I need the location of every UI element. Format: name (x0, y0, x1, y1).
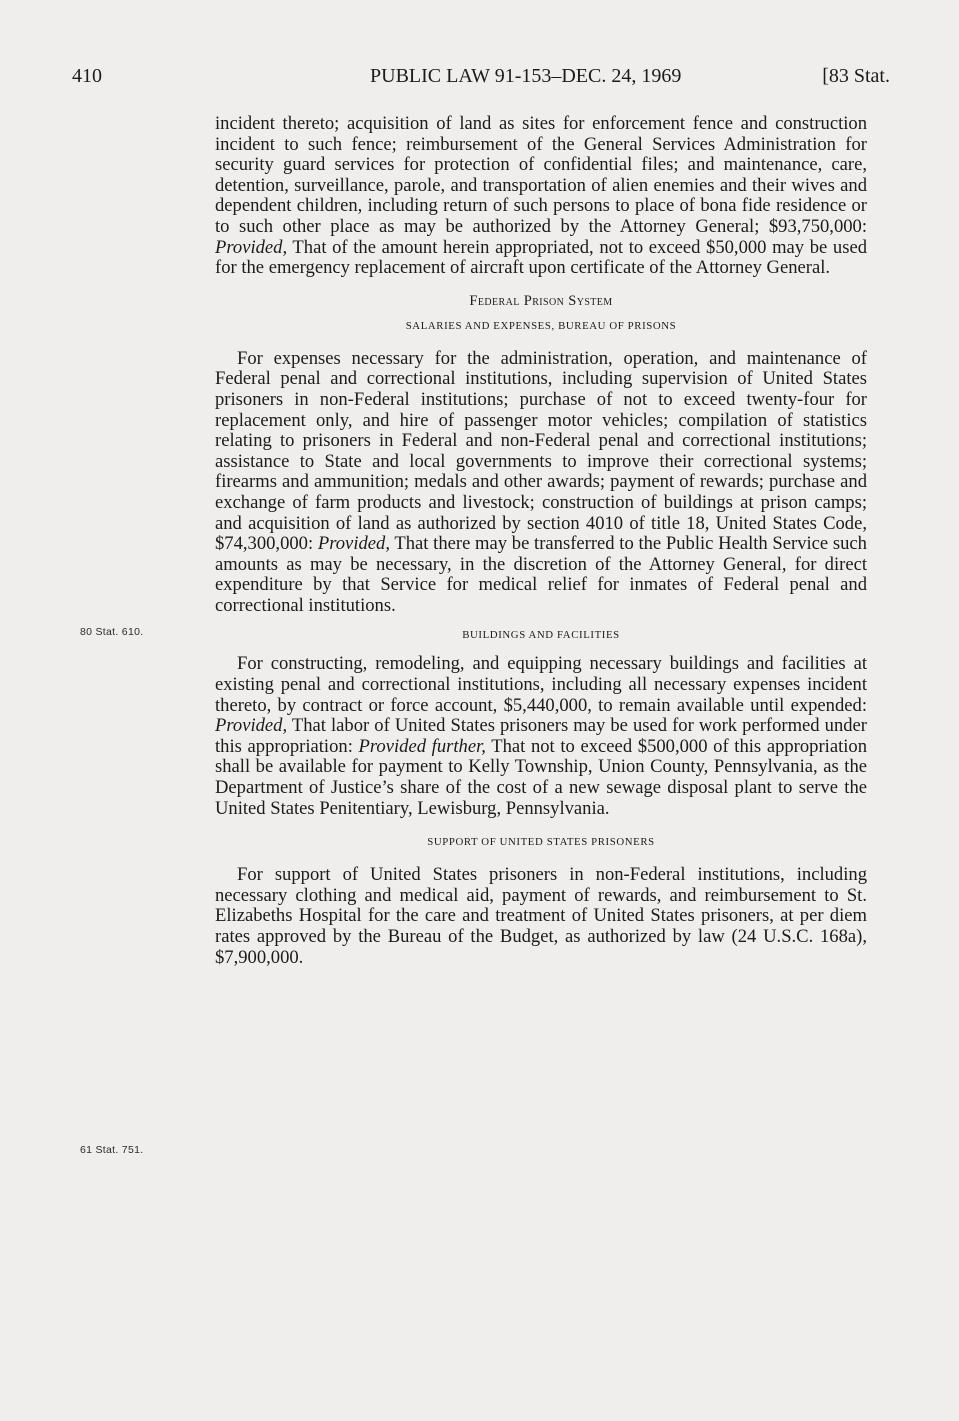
paragraph-1 (215, 114, 867, 279)
paragraph-3-mid: That labor of United States prisoners may be used for work performed under this appropriation: (215, 715, 867, 757)
paragraph-3-tail: That not to exceed $500,000 of this appropriation shall be available for payment to Kelly Township, Union County, Pennsylvania, as the Department of Justice’s share of the cost of a new sewage disposal plant to serve the United States Penitentiary, Lewisburg, Pennsylvania. (215, 735, 867, 819)
paragraph-1-text: incident thereto; acquisition of land as sites for enforcement fence and construction incident to such fence; reimbursement of the General Services Administration for security guard services for protection of confidential files; and maintenance, care, detention, surveillance, parole, and transportation of alien enemies and their wives and dependent children, including return of such persons to place of bona fide residence or to such other place as may be authorized by the Attorney General; $93,750,000: (215, 113, 867, 237)
subsection-title-buildings: BUILDINGS AND FACILITIES (462, 629, 620, 642)
margin-note-61-stat: 61 Stat. 751. (80, 1144, 144, 1156)
paragraph-2-text: For expenses necessary for the administration, operation, and maintenance of Federal penal and correctional institutions, including supervision of United States prisoners in non-Federal institutions; purchase of not to exceed twenty-four for replacement only, and hire of passenger motor vehicles; compilation of statistics relating to prisoners in Federal and non-Federal penal and correctional institutions; assistance to State and local governments to improve their correctional systems; firearms and ammunition; medals and other awards; payment of rewards; purchase and exchange of farm products and livestock; construction of buildings at prison camps; and acquisition of land as authorized by section 4010 of title 18, United States Code, $74,300,000: (215, 347, 867, 555)
paragraph-4: For support of United States prisoners in non-Federal institutions, including necessary clothing and medical aid, payment of rewards, and reimbursement to St. Elizabeths Hospital for the care and treatment of United States prisoners, at per diem rates approved by the Bureau of the Budget, as authorized by law (24 U.S.C. 168a), $7,900,000. (215, 864, 867, 968)
paragraph-3 (215, 654, 867, 819)
paragraph-2 (215, 349, 867, 617)
body-column (215, 114, 867, 968)
section-title: Federal Prison System (469, 292, 613, 309)
running-head: PUBLIC LAW 91-153–DEC. 24, 1969 (370, 65, 682, 87)
paragraph-2-proviso: Provided, (317, 533, 390, 555)
page-header (58, 62, 890, 90)
margin-note-80-stat: 80 Stat. 610. (80, 626, 144, 638)
paragraph-3-proviso: Provided, (215, 715, 288, 737)
page-number: 410 (72, 65, 102, 87)
paragraph-3-proviso-further: Provided further, (358, 735, 486, 757)
paragraph-1-tail: That of the amount herein appropriated, not to exceed $50,000 may be used for the emergency replacement of aircraft upon certificate of the Attorney General. (215, 236, 867, 279)
paragraph-2-tail: That there may be transferred to the Public Health Service such amounts as may be necessary, in the discretion of the Attorney General, for direct expenditure by that Service for medical relief for inmates of Federal penal and correctional institutions. (215, 533, 867, 616)
subsection-title-salaries: SALARIES AND EXPENSES, BUREAU OF PRISONS (405, 319, 677, 332)
paragraph-1-proviso: Provided, (215, 236, 288, 258)
subsection-title-support: SUPPORT OF UNITED STATES PRISONERS (427, 836, 655, 849)
paragraph-3-text: For constructing, remodeling, and equipping necessary buildings and facilities at existing penal and correctional institutions, including all necessary expenses incident thereto, by contract or force account, $5,440,000, to remain available until expended: (215, 653, 867, 716)
statute-reference: [83 Stat. (822, 65, 890, 87)
